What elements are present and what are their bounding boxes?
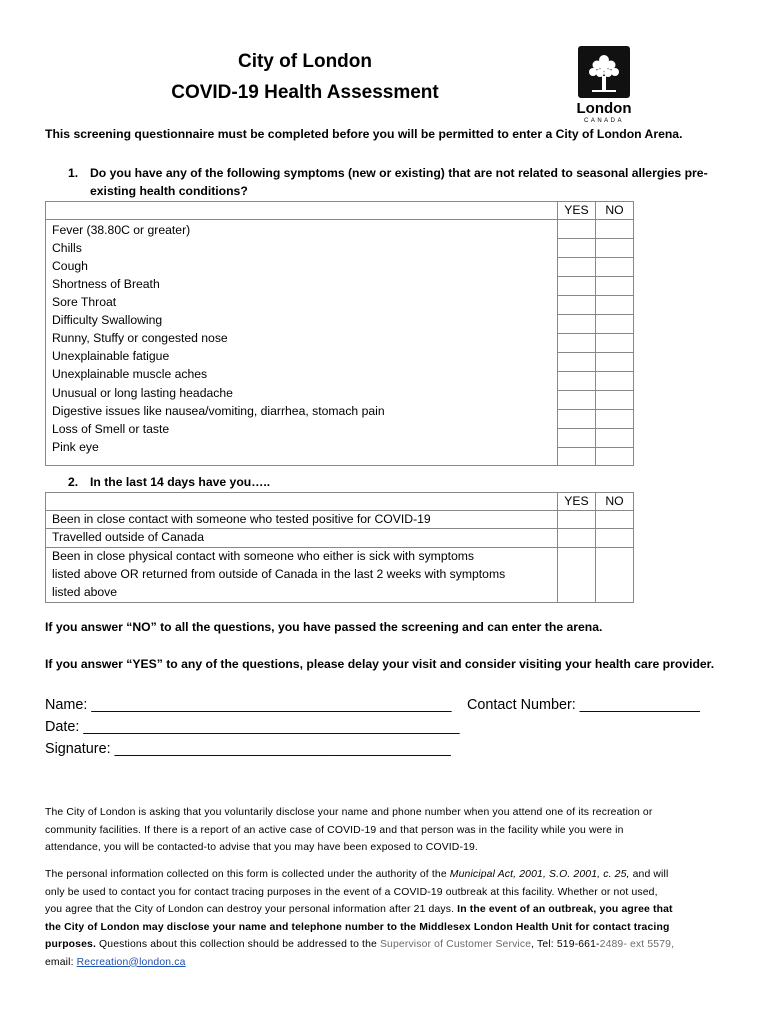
no-checkbox-cell[interactable]: [596, 510, 634, 529]
section1-question-line1: Do you have any of the following symptoms (new or existing) that are not related to seasonal allergies pre-: [90, 166, 708, 180]
title-line-2: COVID-19 Health Assessment: [171, 82, 439, 103]
title-line-1: City of London: [237, 51, 373, 72]
yes-checkbox-cell[interactable]: [558, 510, 596, 529]
tree-icon: [578, 46, 630, 98]
symptom-item: Cough: [52, 258, 88, 273]
symptom-item: Chills: [52, 240, 82, 255]
result-no-message: If you answer “NO” to all the questions, you have passed the screening and can enter the arena.: [45, 620, 603, 634]
table-row: [46, 548, 634, 602]
no-checkbox-cell[interactable]: [596, 548, 634, 602]
privacy-paragraph-1: [45, 804, 745, 857]
exposure-text: Travelled outside of Canada: [52, 530, 204, 545]
exposure-item: [46, 548, 558, 602]
no-checkbox-cell[interactable]: [596, 219, 634, 465]
yes-header: YES: [558, 202, 596, 220]
symptom-item: Difficulty Swallowing: [52, 313, 163, 328]
logo-wordmark: London: [576, 100, 632, 117]
symptom-list-cell: [46, 219, 558, 465]
text-span: email:: [45, 956, 77, 968]
symptom-item: Unexplainable muscle aches: [52, 367, 208, 382]
name-field[interactable]: Name: _____________________________________________: [45, 697, 452, 713]
exposure-table: [45, 492, 634, 603]
paragraph-line: [45, 936, 745, 954]
paragraph-line: [45, 901, 745, 919]
table-header-row: [46, 202, 634, 220]
table-row: [46, 529, 634, 548]
section1-question-line2: existing health conditions?: [90, 184, 248, 198]
paragraph-line: only be used to contact you for contact tracing purposes in the event of a COVID-19 outbreak at this facility. Whether or not used,: [45, 886, 658, 898]
text-span: you agree that the City of London can destroy your personal information after 21 days.: [45, 904, 458, 915]
email-link[interactable]: Recreation@london.ca: [76, 956, 186, 968]
yes-header: YES: [558, 493, 596, 511]
symptom-item: Unexplainable fatigue: [52, 349, 170, 364]
paragraph-line: [45, 954, 745, 972]
section2-question: In the last 14 days have you…..: [90, 475, 271, 489]
section1-number: 1.: [68, 166, 79, 180]
exposure-item: [46, 529, 558, 548]
symptom-item: Runny, Stuffy or congested nose: [52, 331, 228, 346]
symptom-item: Digestive issues like nausea/vomiting, diarrhea, stomach pain: [52, 403, 385, 418]
paragraph-line: the City of London may disclose your name and telephone number to the Middlesex London Health Unit for contact tracing: [45, 921, 670, 933]
exposure-item: [46, 510, 558, 529]
exposure-text: Been in close contact with someone who tested positive for COVID-19: [52, 511, 431, 526]
items-header-cell: [46, 202, 558, 220]
symptom-item: Fever (38.80C or greater): [52, 222, 191, 237]
no-header: NO: [596, 493, 634, 511]
paragraph-line: attendance, you will be contacted-to advise that you may have been exposed to COVID-19.: [45, 842, 478, 853]
signature-field[interactable]: Signature: __________________________________________: [45, 741, 451, 757]
supervisor-title: Supervisor of Customer Service: [379, 939, 532, 950]
yes-checkbox-cell[interactable]: [558, 529, 596, 548]
paragraph-line: community facilities. If there is a report of an active case of COVID-19 and that person was in the facility while you were in: [45, 824, 624, 836]
london-logo: [574, 46, 634, 126]
paragraph-line: The City of London is asking that you voluntarily disclose your name and phone number when you attend one of its recreation or: [45, 807, 653, 818]
no-checkbox-cell[interactable]: [596, 529, 634, 548]
phone-prefix: , Tel: 519-661-: [531, 939, 600, 950]
intro-text: This screening questionnaire must be completed before you will be permitted to enter a City of London Arena.: [45, 127, 683, 141]
bold-text: In the event of an outbreak, you agree that: [457, 904, 673, 915]
phone-extension: 2489- ext 5579,: [599, 939, 675, 950]
exposure-text: Been in close physical contact with someone who either is sick with symptoms: [52, 549, 475, 564]
contact-number-field[interactable]: Contact Number: _______________: [467, 697, 700, 713]
table-header-row: [46, 493, 634, 511]
paragraph-line: [45, 866, 745, 884]
yes-checkbox-cell[interactable]: [558, 219, 596, 465]
exposure-text: listed above OR returned from outside of Canada in the last 2 weeks with symptoms: [52, 567, 506, 582]
result-yes-message: If you answer “YES” to any of the questions, please delay your visit and consider visiting your health care provider.: [45, 657, 715, 671]
privacy-paragraph-2: [45, 866, 745, 971]
symptom-item: Sore Throat: [52, 295, 117, 310]
table-row: [46, 219, 634, 465]
yes-checkbox-cell[interactable]: [558, 548, 596, 602]
symptom-item: Unusual or long lasting headache: [52, 385, 233, 400]
text-span: and will: [629, 869, 669, 880]
exposure-text: listed above: [52, 584, 118, 599]
items-header-cell: [46, 493, 558, 511]
section2-number: 2.: [68, 475, 79, 489]
table-row: [46, 510, 634, 529]
logo-subtitle: CANADA: [583, 118, 624, 124]
symptom-item: Shortness of Breath: [52, 276, 160, 291]
act-citation: Municipal Act, 2001, S.O. 2001, c. 25,: [449, 869, 630, 880]
symptom-item: Pink eye: [52, 439, 99, 454]
symptom-item: Loss of Smell or taste: [52, 421, 170, 436]
text-span: Questions about this collection should be addressed to the: [96, 939, 380, 950]
text-span: The personal information collected on this form is collected under the authority of the: [45, 869, 450, 880]
date-field[interactable]: Date: _______________________________________________: [45, 719, 460, 735]
symptoms-table: [45, 201, 634, 466]
bold-text: purposes.: [45, 939, 97, 950]
no-header: NO: [596, 202, 634, 220]
